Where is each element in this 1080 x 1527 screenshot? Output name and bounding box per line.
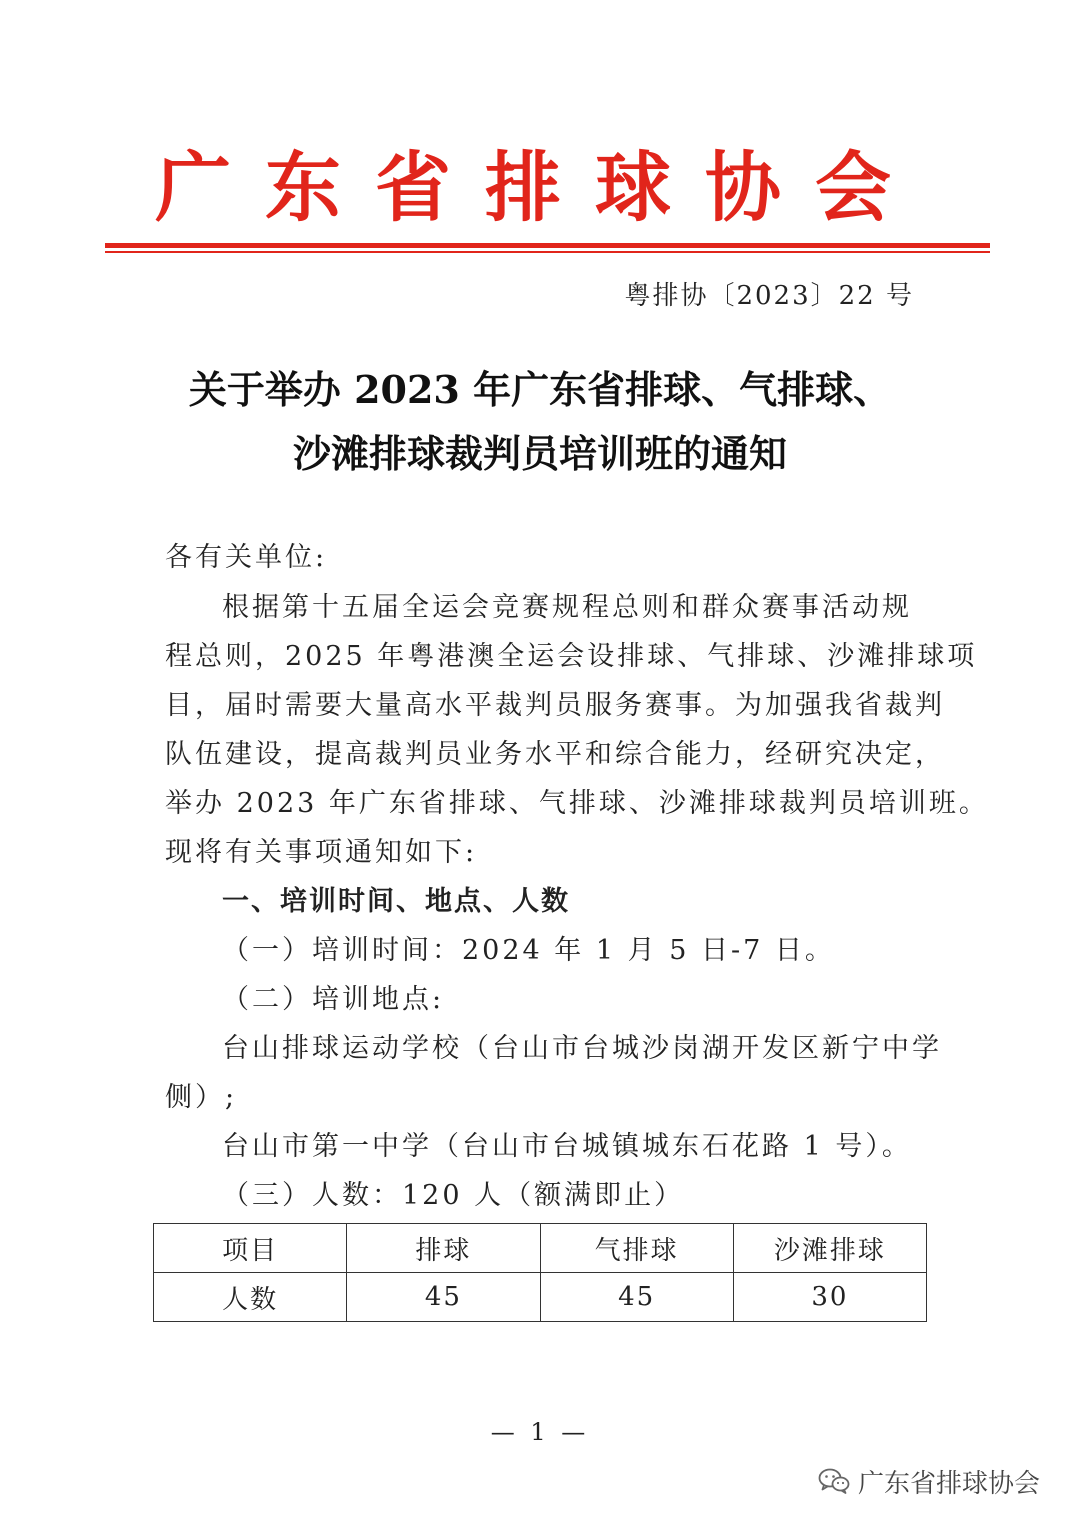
page-number: — 1 — — [490, 1418, 590, 1446]
table-cell: 30 — [733, 1273, 926, 1322]
table-cell: 项目 — [154, 1224, 347, 1273]
participant-count: （三）人数：120 人（额满即止） — [222, 1180, 685, 1211]
watermark-text: 广东省排球协会 — [858, 1468, 1041, 1499]
table-cell: 气排球 — [540, 1224, 733, 1273]
section-heading-1: 一、培训时间、地点、人数 — [222, 886, 570, 917]
training-place-2: 台山市第一中学（台山市台城镇城东石花路 1 号）。 — [222, 1131, 912, 1162]
table-header-row — [154, 1224, 927, 1273]
org-name-header: 广东省排球协会 — [155, 143, 925, 232]
header-red-rule-thick — [105, 243, 990, 248]
intro-line: 目，届时需要大量高水平裁判员服务赛事。为加强我省裁判 — [165, 690, 945, 721]
salutation: 各有关单位: — [165, 542, 328, 573]
intro-line: 根据第十五届全运会竞赛规程总则和群众赛事活动规 — [222, 592, 912, 623]
intro-line: 现将有关事项通知如下: — [165, 837, 478, 868]
intro-line: 程总则，2025 年粤港澳全运会设排球、气排球、沙滩排球项 — [165, 641, 978, 672]
table-cell: 45 — [540, 1273, 733, 1322]
intro-line: 举办 2023 年广东省排球、气排球、沙滩排球裁判员培训班。 — [165, 788, 989, 819]
intro-line: 队伍建设，提高裁判员业务水平和综合能力，经研究决定， — [165, 739, 945, 770]
training-place-label: （二）培训地点: — [222, 984, 445, 1015]
participant-table — [153, 1223, 927, 1322]
document-number: 粤排协〔2023〕22 号 — [624, 281, 914, 311]
table-row — [154, 1273, 927, 1322]
table-cell: 人数 — [154, 1273, 347, 1322]
wechat-watermark — [818, 1463, 1058, 1499]
wechat-icon — [818, 1467, 850, 1495]
table-cell: 排球 — [347, 1224, 540, 1273]
training-place-1: 台山排球运动学校（台山市台城沙岗湖开发区新宁中学 — [222, 1033, 942, 1064]
notice-title-line-2: 沙滩排球裁判员培训班的通知 — [292, 431, 787, 476]
training-time: （一）培训时间：2024 年 1 月 5 日-7 日。 — [222, 935, 835, 966]
notice-title-line-1: 关于举办 2023 年广东省排球、气排球、 — [188, 367, 892, 412]
table-cell: 沙滩排球 — [733, 1224, 926, 1273]
header-red-rule-thin — [105, 251, 990, 253]
training-place-1-cont: 侧）; — [165, 1082, 238, 1113]
table-cell: 45 — [347, 1273, 540, 1322]
